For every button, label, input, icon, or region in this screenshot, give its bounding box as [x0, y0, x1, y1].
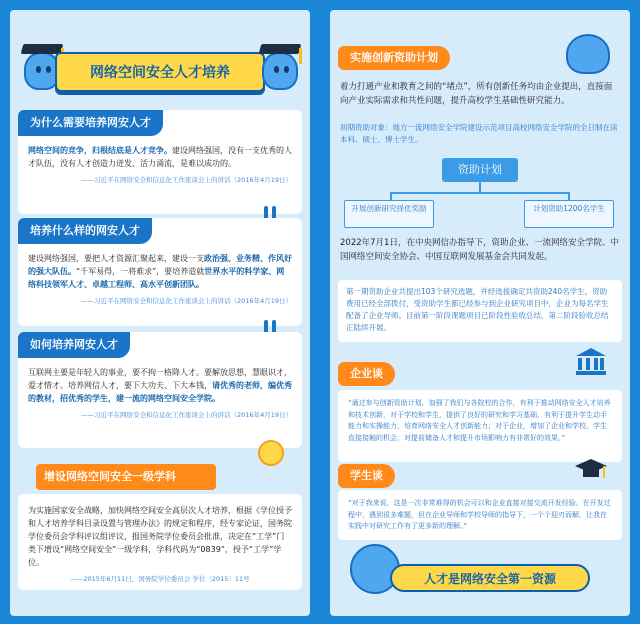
section-what-header: 培养什么样的网安人才 [18, 218, 152, 244]
graduation-cap-icon [574, 457, 608, 483]
connector [568, 192, 570, 200]
section-why-emphasis: 网络空间的竞争，归根结底是人才竞争。 [28, 146, 172, 155]
fund-plan-box: 资助计划 [442, 158, 518, 182]
bottom-banner: 人才是网络安全第一资源 [390, 564, 590, 592]
mascot-right-icon [262, 52, 298, 90]
section-how-source: ——习近平在网络安全和信息化工作座谈会上的讲话（2016年4月19日） [81, 411, 292, 419]
section-subject-header: 增设网络空间安全一级学科 [36, 464, 216, 490]
page-title: 网络空间安全人才培养 [55, 52, 265, 92]
section-fund-p2: 初期资助对象：地方一流网络安全学院建设示范项目高校网络安全学院的全日制在读本科、硕士、博士学生。 [340, 123, 618, 144]
right-panel [330, 10, 630, 616]
section-fund-note: 第一期资助企业共提出103个研究选题，并经选拔确定共资助240名学生，资助费用已经全部拨付，受资助学生都已经参与到企业研究项目中，企业为每名学生配备了企业导师。目前第一阶段课题项目已阶段性验收总结，第二阶段验收总结正陆续开展。 [338, 280, 622, 342]
fund-leaf-left: 开展创新研究择优奖励 [344, 200, 434, 228]
mascot-right-top-icon [566, 34, 610, 74]
connector [390, 192, 570, 194]
section-why-source: ——习近平在网络安全和信息化工作座谈会上的讲话（2016年4月19日） [81, 176, 292, 184]
section-enterprise-header: 企业谈 [338, 362, 395, 386]
section-subject [18, 494, 302, 590]
connector [390, 192, 392, 200]
section-student-header: 学生谈 [338, 464, 395, 488]
section-what: 培养什么样的网安人才 建设网络强国，要把人才资源汇聚起来，建设一支政治强、业务精、作风好的强大队伍。“千军易得，一将难求”，要培养造就世界水平的科学家、网络科技领军人才、卓越工程师、高水平创新团队。 ——习近平在网络安全和信息化工作座谈会上的讲话（2016年4月19日） [18, 218, 302, 326]
enterprise-quote: “通过参与创新资助计划，加强了我们与各院校的合作，有利于推动网络安全人才培养和技术创新，对于学校和学生，提供了良好的研究和学习基础，有利于提升学生动手能力和实操能力，培育网络安全人才创新能力；对于企业，增加了企业和学校、学生直接接触的机会，对提前储备人才和提升市场影响力有非常好的效果。” [338, 390, 622, 462]
fund-leaf-right: 计划资助1200名学生 [524, 200, 614, 228]
section-fund-header: 实施创新资助计划 [338, 46, 450, 70]
section-subject-text: 为实施国家安全战略，加快网络空间安全高层次人才培养，根据《学位授予和人才培养学科目录设置与管理办法》的规定和程序，经专家论证，国务院学位委员会学科评议组评议，报国务院学位委员会批准，决定在“工学”门类下增设“网络空间安全”一级学科，学科代码为“0839”，授予“工学”学位。 [28, 506, 292, 567]
section-why-text: 建设网络强国，没有一支优秀的人才队伍，没有人才创造力迸发、活力涌流，是难以成功的。 [28, 146, 292, 168]
connector [479, 182, 481, 192]
section-why-header: 为什么需要培养网安人才 [18, 110, 163, 136]
section-how-header: 如何培养网安人才 [18, 332, 130, 358]
section-what-source: ——习近平在网络安全和信息化工作座谈会上的讲话（2016年4月19日） [81, 297, 292, 305]
lightbulb-icon [258, 440, 284, 466]
section-how: 如何培养网安人才 互联网主要是年轻人的事业，要不拘一格降人才。要解放思想，慧眼识才，爱才惜才。培养网信人才，要下大功夫、下大本钱，请优秀的老师，编优秀的教材，招优秀的学生，建一流的网络空间安全学院。 ——习近平在网络安全和信息化工作座谈会上的讲话（2016年4月19日） [18, 332, 302, 448]
section-fund-p1: 着力打通产业和教育之间的“堵点”，所有创新任务均由企业提出，直接面向产业实际需求和共性问题，提升高校学生基础性研究能力。 [340, 82, 613, 106]
section-why [18, 110, 302, 214]
building-icon [574, 346, 608, 376]
section-fund-p3: 2022年7月1日，在中央网信办指导下，资助企业、一流网络安全学院、中国网络空间安全协会、中国互联网发展基金会共同发起。 [340, 238, 619, 262]
left-panel [10, 10, 310, 616]
section-subject-source: ——2015年6月11日，国务院学位委员会 学位〔2015〕11号 [70, 575, 250, 583]
student-quote: “对于我来说，这是一次非常难得的机会可以和企业直接对接交流开发经验。在开发过程中，遇到很多难题，但在企业导师和学校导师的指导下，一个个迎刃而解，让我在实践中对研究工作有了更多新的理解。” [338, 490, 622, 540]
